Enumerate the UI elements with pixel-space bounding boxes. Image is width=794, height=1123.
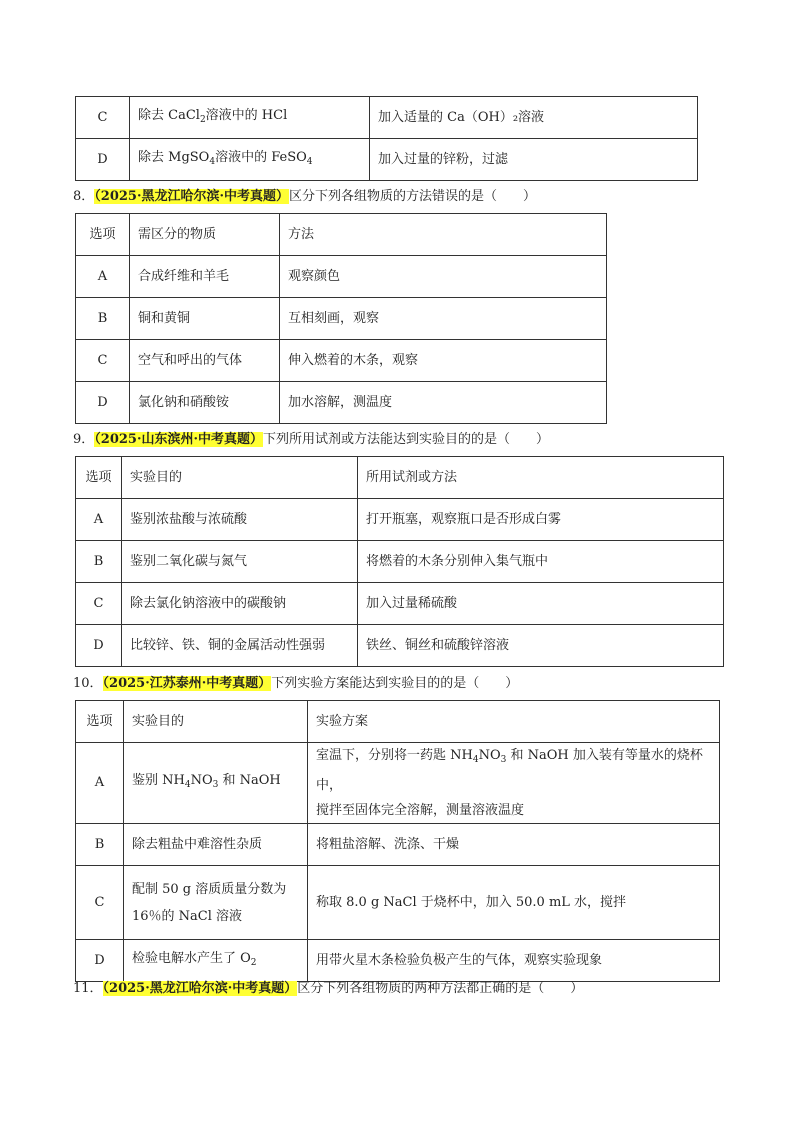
option-label: C <box>76 583 122 625</box>
q10-table <box>75 700 720 982</box>
table-row <box>76 499 724 541</box>
table-header-row <box>76 214 607 256</box>
option-label: D <box>76 382 130 424</box>
option-label: D <box>76 625 122 667</box>
table-row <box>76 583 724 625</box>
option-label: C <box>76 97 130 139</box>
header-option: 选项 <box>76 701 124 743</box>
method-cell: 室温下，分别将一药匙 $NH_4NO_3$ 和 NaOH 加入装有等量水的烧杯中， 搅拌至固体完全溶解，测量溶液温度 <box>308 743 720 824</box>
table-row <box>76 940 720 982</box>
option-label: B <box>76 824 124 866</box>
header-option: 选项 <box>76 214 130 256</box>
table-row <box>76 743 720 824</box>
item-cell: 鉴别 $NH_4NO_3$ 和 NaOH <box>124 743 308 824</box>
item-cell: 除去 CaCl$_2$溶液中的 HCl <box>130 97 370 139</box>
option-label: C <box>76 866 124 940</box>
header-method: 所用试剂或方法 <box>358 457 724 499</box>
item-cell: 除去氯化钠溶液中的碳酸钠 <box>122 583 358 625</box>
question-number: 9． <box>73 432 95 447</box>
question-11-stem <box>73 980 583 998</box>
table-row <box>76 866 720 940</box>
question-8-stem <box>73 188 536 206</box>
item-cell: 鉴别二氧化碳与氮气 <box>122 541 358 583</box>
table-header-row <box>76 701 720 743</box>
item-cell: 空气和呼出的气体 <box>130 340 280 382</box>
table-row <box>76 824 720 866</box>
method-cell: 互相刻画，观察 <box>280 298 607 340</box>
table-row <box>76 541 724 583</box>
method-cell: 将燃着的木条分别伸入集气瓶中 <box>358 541 724 583</box>
question-source: （2025·黑龙江哈尔滨·中考真题） <box>102 981 298 996</box>
method-cell: 称取 8.0 g NaCl 于烧杯中，加入 50.0 mL 水，搅拌 <box>308 866 720 940</box>
method-cell: 用带火星木条检验负极产生的气体，观察实验现象 <box>308 940 720 982</box>
item-cell: 合成纤维和羊毛 <box>130 256 280 298</box>
question-10-stem <box>73 675 518 693</box>
header-method: 方法 <box>280 214 607 256</box>
table-row <box>76 382 607 424</box>
table-row <box>76 97 698 139</box>
method-cell: 加入过量的锌粉，过滤 <box>370 139 698 181</box>
option-label: A <box>76 256 130 298</box>
table-row <box>76 139 698 181</box>
method-cell: 将粗盐溶解、洗涤、干燥 <box>308 824 720 866</box>
question-number: 8． <box>73 189 95 204</box>
table-row <box>76 256 607 298</box>
method-cell: 加水溶解，测温度 <box>280 382 607 424</box>
method-cell: 观察颜色 <box>280 256 607 298</box>
option-label: D <box>76 139 130 181</box>
option-label: B <box>76 298 130 340</box>
table-row <box>76 340 607 382</box>
method-cell: 加入过量稀硫酸 <box>358 583 724 625</box>
method-cell: 铁丝、铜丝和硫酸锌溶液 <box>358 625 724 667</box>
option-label: B <box>76 541 122 583</box>
q7-table <box>75 96 698 181</box>
item-cell: 氯化钠和硝酸铵 <box>130 382 280 424</box>
item-cell: 除去粗盐中难溶性杂质 <box>124 824 308 866</box>
table-header-row <box>76 457 724 499</box>
option-label: A <box>76 743 124 824</box>
method-cell: 加入适量的 Ca（OH）₂溶液 <box>370 97 698 139</box>
question-text: 下列所用试剂或方法能达到实验目的的是（ ） <box>263 432 550 447</box>
table-row <box>76 625 724 667</box>
table-row <box>76 298 607 340</box>
header-option: 选项 <box>76 457 122 499</box>
question-number: 10． <box>73 676 103 691</box>
item-cell: 比较锌、铁、铜的金属活动性强弱 <box>122 625 358 667</box>
question-9-stem <box>73 431 549 449</box>
item-cell: 除去 MgSO$_4$溶液中的 FeSO$_4$ <box>130 139 370 181</box>
header-method: 实验方案 <box>308 701 720 743</box>
header-item: 实验目的 <box>124 701 308 743</box>
item-cell: 鉴别浓盐酸与浓硫酸 <box>122 499 358 541</box>
method-cell: 伸入燃着的木条，观察 <box>280 340 607 382</box>
option-label: D <box>76 940 124 982</box>
question-text: 区分下列各组物质的方法错误的是（ ） <box>289 189 537 204</box>
question-text: 下列实验方案能达到实验目的的是（ ） <box>271 676 519 691</box>
question-source: （2025·山东滨州·中考真题） <box>94 432 264 447</box>
option-label: C <box>76 340 130 382</box>
item-cell: 配制 50 g 溶质质量分数为 16％的 NaCl 溶液 <box>124 866 308 940</box>
option-label: A <box>76 499 122 541</box>
item-cell: 铜和黄铜 <box>130 298 280 340</box>
q8-table <box>75 213 607 424</box>
question-text: 区分下列各组物质的两种方法都正确的是（ ） <box>297 981 584 996</box>
question-source: （2025·江苏泰州·中考真题） <box>102 676 272 691</box>
q9-table <box>75 456 724 667</box>
method-cell: 打开瓶塞，观察瓶口是否形成白雾 <box>358 499 724 541</box>
header-item: 需区分的物质 <box>130 214 280 256</box>
question-source: （2025·黑龙江哈尔滨·中考真题） <box>94 189 290 204</box>
question-number: 11． <box>73 981 103 996</box>
item-cell: 检验电解水产生了 $O_2$ <box>124 940 308 982</box>
header-item: 实验目的 <box>122 457 358 499</box>
